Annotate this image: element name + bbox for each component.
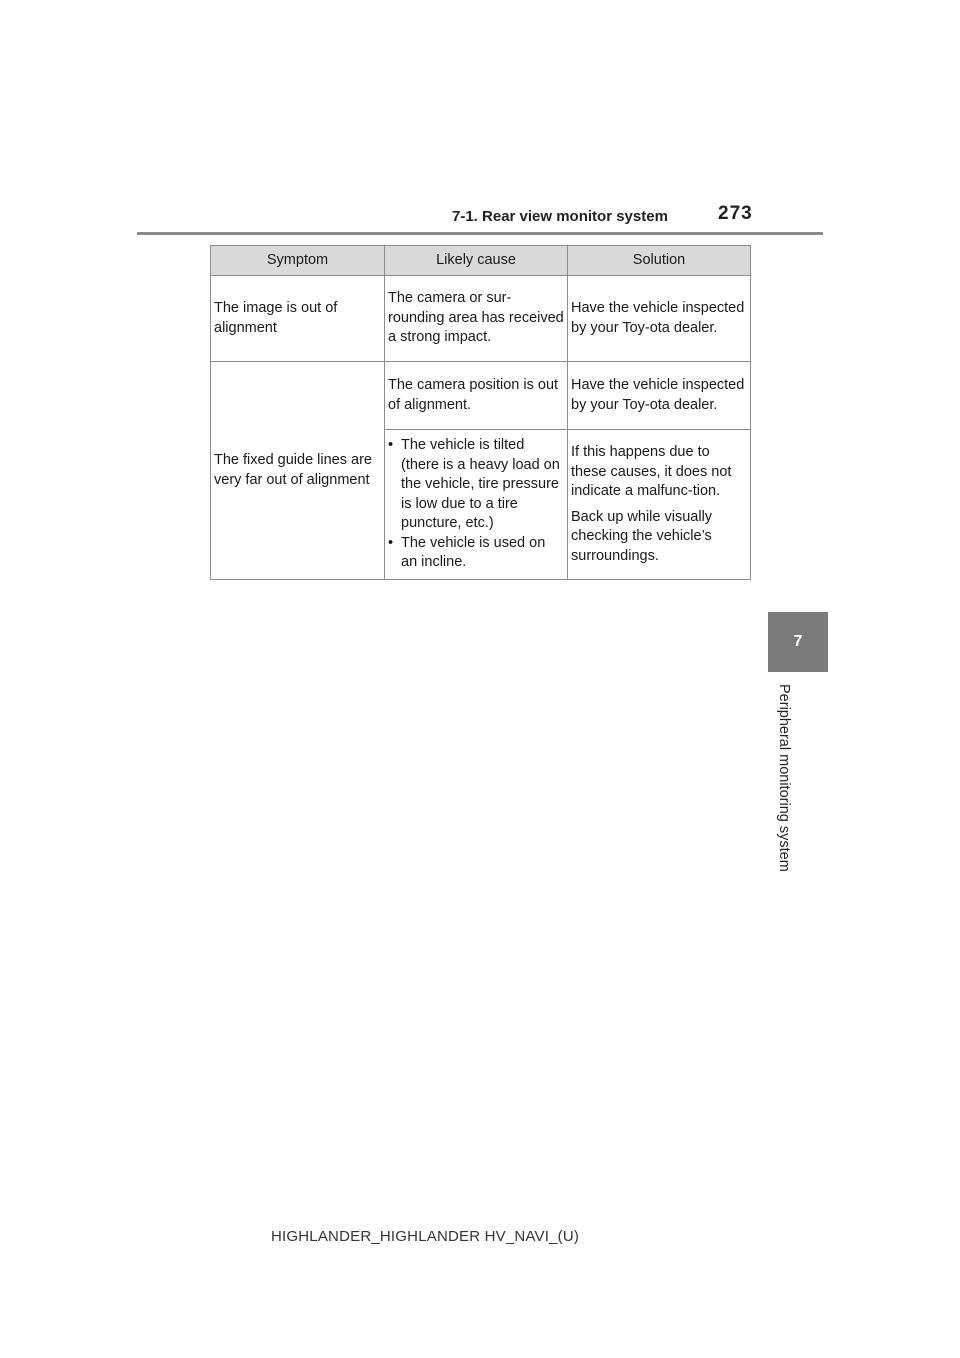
symptom-cell: The fixed guide lines are very far out of alignment: [211, 362, 385, 580]
cause-bullet-item: • The vehicle is tilted (there is a heavy load on the vehicle, tire pressure is low due to a tire puncture, etc.): [388, 436, 564, 534]
header-symptom: Symptom: [211, 246, 385, 276]
table-header-row: [211, 246, 751, 276]
solution-cell: Have the vehicle inspected by your Toy-ota dealer.: [568, 362, 751, 430]
table-row: [211, 362, 751, 430]
symptom-cell: The image is out of alignment: [211, 276, 385, 362]
header-likely-cause: Likely cause: [385, 246, 568, 276]
chapter-number-tab: 7: [768, 612, 828, 672]
table-row: [211, 276, 751, 362]
solution-cell: Have the vehicle inspected by your Toy-ota dealer.: [568, 276, 751, 362]
section-title: 7-1. Rear view monitor system: [452, 208, 668, 225]
footer-model-code: HIGHLANDER_HIGHLANDER HV_NAVI_(U): [271, 1228, 580, 1245]
cause-cell: The camera position is out of alignment.: [385, 362, 568, 430]
header-divider: [137, 232, 823, 235]
cause-bullet-item: • The vehicle is used on an incline.: [388, 534, 564, 573]
cause-cell: The camera or sur-rounding area has received a strong impact.: [385, 276, 568, 362]
solution-paragraph: Back up while visually checking the vehicle’s surroundings.: [571, 508, 713, 564]
troubleshooting-table: [210, 245, 751, 580]
solution-paragraph: If this happens due to these causes, it does not indicate a malfunc-tion.: [571, 444, 732, 499]
cause-cell: [385, 430, 568, 580]
page-number: 273: [718, 203, 753, 224]
chapter-title: Peripheral monitoring system: [776, 684, 792, 872]
cause-bullet-list: [388, 436, 564, 573]
header-solution: Solution: [568, 246, 751, 276]
solution-cell: [568, 430, 751, 580]
